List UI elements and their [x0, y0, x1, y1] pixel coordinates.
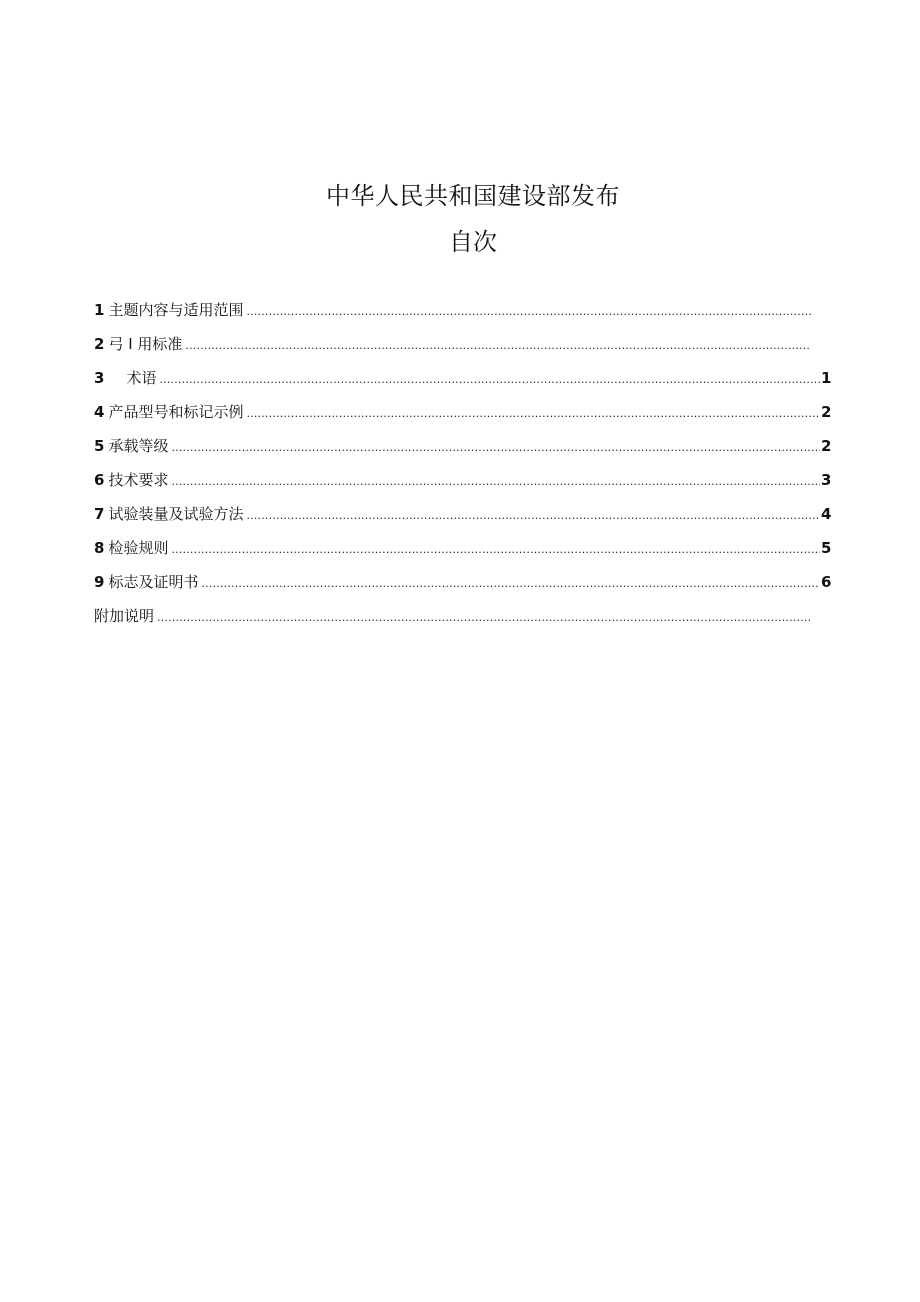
- toc-title: 自次: [449, 228, 497, 256]
- toc-entry-page: 5: [821, 539, 832, 557]
- toc-entry-appendix[interactable]: [94, 599, 830, 633]
- toc-leader-dots: [246, 499, 820, 533]
- toc-entry-3[interactable]: [94, 361, 830, 395]
- toc-leader-dots: [159, 363, 820, 397]
- toc-entry-title: 术语: [126, 369, 157, 387]
- toc-leader-dots: [246, 397, 820, 431]
- toc-entry-7[interactable]: [94, 497, 830, 531]
- toc-entry-4[interactable]: [94, 395, 830, 429]
- toc-entry-title: 附加说明: [94, 607, 155, 625]
- toc-entry-8[interactable]: [94, 531, 830, 565]
- toc-entry-title: 承载等级: [108, 437, 169, 455]
- toc-entry-title: 标志及证明书: [108, 573, 199, 591]
- toc-entry-number: 6: [94, 471, 105, 489]
- toc-entry-number: 2: [94, 335, 105, 353]
- toc-leader-dots: [246, 295, 811, 329]
- toc-entry-title: 产品型号和标记示例: [108, 403, 244, 421]
- toc-entry-6[interactable]: [94, 463, 830, 497]
- toc-entry-page: 4: [821, 505, 832, 523]
- toc-entry-number: 9: [94, 573, 105, 591]
- toc-entry-title: 检验规则: [108, 539, 169, 557]
- toc-entry-number: 3: [94, 369, 105, 387]
- toc-leader-dots: [171, 533, 820, 567]
- toc-entry-page: 3: [821, 471, 832, 489]
- toc-entry-number: 8: [94, 539, 105, 557]
- toc-leader-dots: [171, 465, 820, 499]
- toc-entry-page: 6: [821, 573, 832, 591]
- toc-entry-title: 试验装量及试验方法: [108, 505, 244, 523]
- toc-entry-title: 技术要求: [108, 471, 169, 489]
- toc-entry-1[interactable]: [94, 293, 830, 327]
- toc-leader-dots: [157, 601, 811, 635]
- table-of-contents: [94, 293, 830, 633]
- toc-entry-title: 弓 I 用标准: [108, 335, 183, 353]
- toc-entry-9[interactable]: [94, 565, 830, 599]
- toc-entry-number: 5: [94, 437, 105, 455]
- toc-entry-number: 7: [94, 505, 105, 523]
- toc-entry-page: 2: [821, 403, 832, 421]
- toc-entry-page: 1: [821, 369, 832, 387]
- toc-leader-dots: [185, 329, 811, 363]
- toc-entry-2[interactable]: [94, 327, 830, 361]
- issuer-line: 中华人民共和国建设部发布: [326, 182, 620, 210]
- toc-entry-number: 1: [94, 301, 105, 319]
- toc-entry-page: 2: [821, 437, 832, 455]
- toc-leader-dots: [171, 431, 820, 465]
- toc-entry-number: 4: [94, 403, 105, 421]
- toc-entry-title: 主题内容与适用范围: [108, 301, 244, 319]
- toc-entry-5[interactable]: [94, 429, 830, 463]
- toc-leader-dots: [201, 567, 820, 601]
